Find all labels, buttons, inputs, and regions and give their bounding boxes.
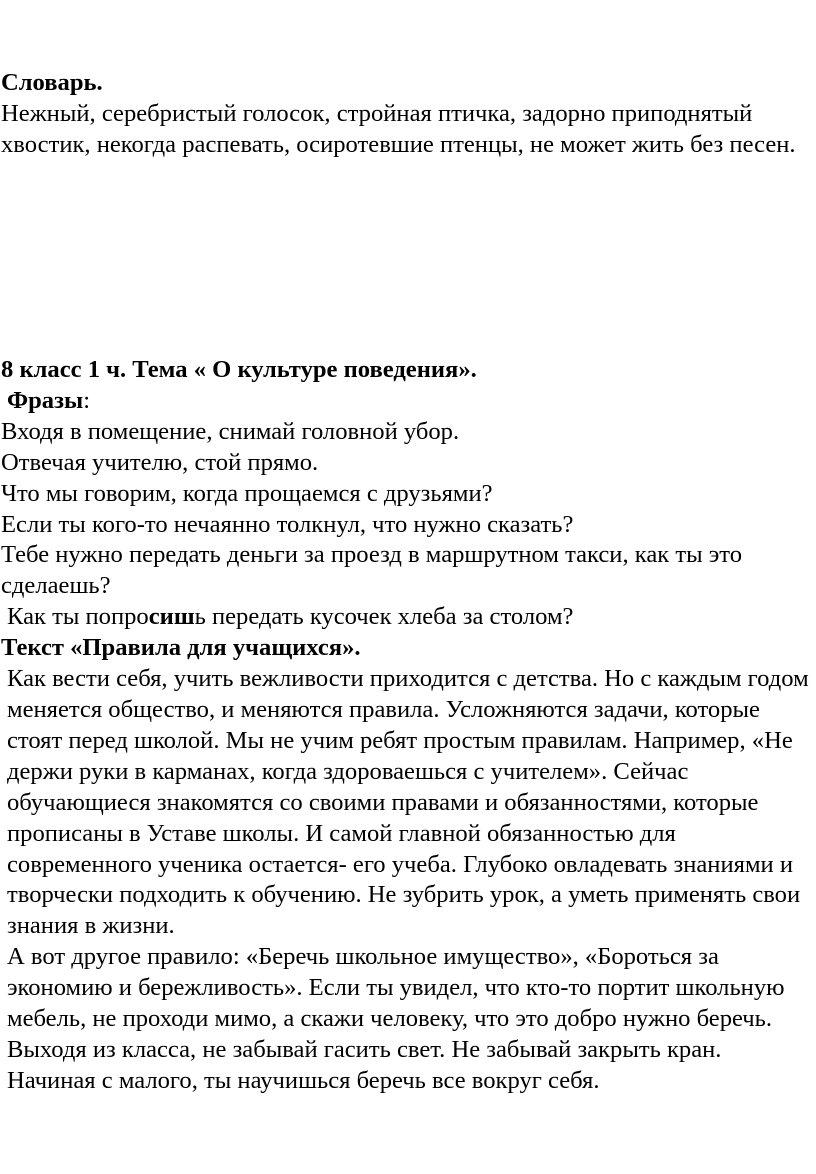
text-paragraph: Как вести себя, учить вежливости приходится с детства. Но с каждым годом меняется общество, и меняются правила. Усложняются задачи, которые стоят перед школой. Мы не учим ребят простым правилам. Например, «Не держи руки в карманах, когда здороваешься с учителем». Сейчас обучающиеся знакомятся со своими правами и обязанностями, которые прописаны в Уставе школы. И самой главной обязанностью для современного ученика остается- его учеба. Глубоко овладевать знаниями и творчески подходить к обучению. Не зубрить урок, а уметь применять свои знания в жизни. bbox=[7, 665, 809, 940]
vocabulary-section bbox=[1, 68, 813, 161]
phrase-item: Тебе нужно передать деньги за проезд в маршрутном такси, как ты это сделаешь? bbox=[1, 541, 743, 600]
phrase-last-bold: сиш bbox=[148, 603, 195, 631]
phrase-item: Что мы говорим, когда прощаемся с друзьями? bbox=[1, 479, 493, 507]
phrase-item-last bbox=[1, 602, 813, 633]
phrase-last-before: Как ты попро bbox=[7, 603, 149, 631]
phrases-heading bbox=[1, 386, 813, 417]
text-title: Текст «Правила для учащихся». bbox=[1, 634, 361, 662]
phrase-last-after: ь передать кусочек хлеба за столом? bbox=[194, 603, 574, 631]
text-paragraph: А вот другое правило: «Беречь школьное имущество», «Бороться за экономию и бережливость». Если ты увидел, что кто-то портит школьную мебель, не проходи мимо, а скажи человеку, что это добро нужно беречь. bbox=[7, 943, 785, 1033]
phrases-label: Фразы bbox=[7, 386, 84, 414]
lesson-title: 8 класс 1 ч. Тема « О культуре поведения». bbox=[1, 356, 477, 383]
phrase-item: Входя в помещение, снимай головной убор. bbox=[1, 417, 460, 445]
vocabulary-heading: Словарь. bbox=[1, 69, 103, 96]
phrase-item: Если ты кого-то нечаянно толкнул, что нужно сказать? bbox=[1, 510, 574, 538]
vocabulary-text: Нежный, серебристый голосок, стройная птичка, задорно приподнятый хвостик, некогда распевать, осиротевшие птенцы, не может жить без песен. bbox=[1, 99, 796, 158]
phrase-item: Отвечая учителю, стой прямо. bbox=[1, 448, 319, 476]
lesson-section bbox=[1, 355, 813, 1097]
text-paragraph: Выходя из класса, не забывай гасить свет. Не забывай закрыть кран. Начиная с малого, ты научишься беречь все вокруг себя. bbox=[7, 1035, 722, 1094]
phrases-colon: : bbox=[83, 386, 91, 414]
